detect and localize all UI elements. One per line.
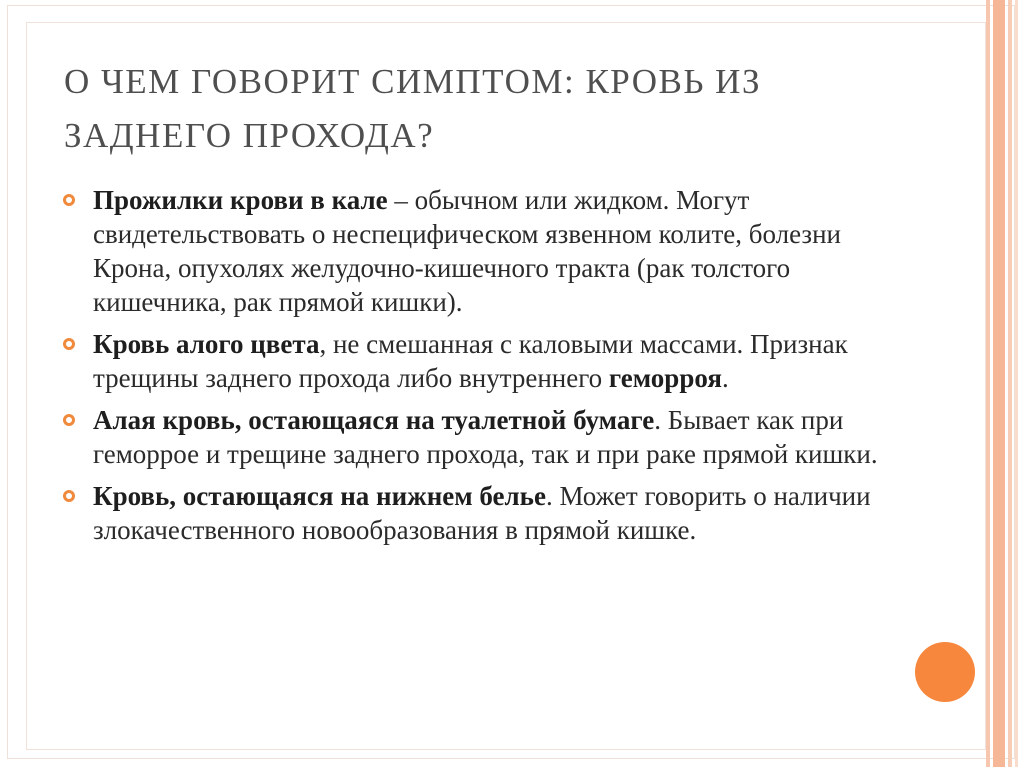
slide-title-line-1: О ЧЕМ ГОВОРИТ СИМПТОМ: КРОВЬ ИЗ xyxy=(64,62,761,101)
orange-circle-icon xyxy=(915,642,975,702)
bullet-bold-text: геморроя xyxy=(608,363,722,393)
bullet-item xyxy=(60,479,890,547)
bullet-text: , не смешанная с каловыми массами. Признак трещины заднего прохода либо внутреннего xyxy=(93,329,848,393)
bullet-list xyxy=(60,183,890,555)
slide-title xyxy=(64,55,924,163)
ring-bullet-icon xyxy=(63,414,75,426)
ring-bullet-icon xyxy=(63,490,75,502)
bullet-bold-text: Прожилки крови в кале xyxy=(93,185,388,215)
bullet-bold-text: Кровь, остающаяся на нижнем белье xyxy=(93,481,546,511)
bullet-item xyxy=(60,327,890,395)
ring-bullet-icon xyxy=(63,194,75,206)
decor-stripe xyxy=(1015,0,1018,767)
bullet-item xyxy=(60,183,890,319)
bullet-text: . Может говорить о наличии злокачественного новообразования в прямой кишке. xyxy=(93,481,871,545)
decor-stripe xyxy=(1008,0,1012,767)
decor-stripe xyxy=(986,0,990,767)
bullet-bold-text: Кровь алого цвета xyxy=(93,329,320,359)
ring-bullet-icon xyxy=(63,338,75,350)
slide-title-line-2: ЗАДНЕГО ПРОХОДА? xyxy=(64,116,435,155)
bullet-text: – обычном или жидком. Могут свидетельствовать о неспецифическом язвенном колите, болезни Крона, опухолях желудочно-кишечного тракта (рак толстого кишечника, рак прямой кишки). xyxy=(93,185,841,317)
decor-stripe xyxy=(993,0,1005,767)
bullet-text: . xyxy=(721,363,729,393)
bullet-bold-text: Алая кровь, остающаяся на туалетной бумаге xyxy=(93,405,655,435)
bullet-text: . Бывает как при геморрое и трещине заднего прохода, так и при раке прямой кишки. xyxy=(93,405,878,469)
bullet-item xyxy=(60,403,890,471)
